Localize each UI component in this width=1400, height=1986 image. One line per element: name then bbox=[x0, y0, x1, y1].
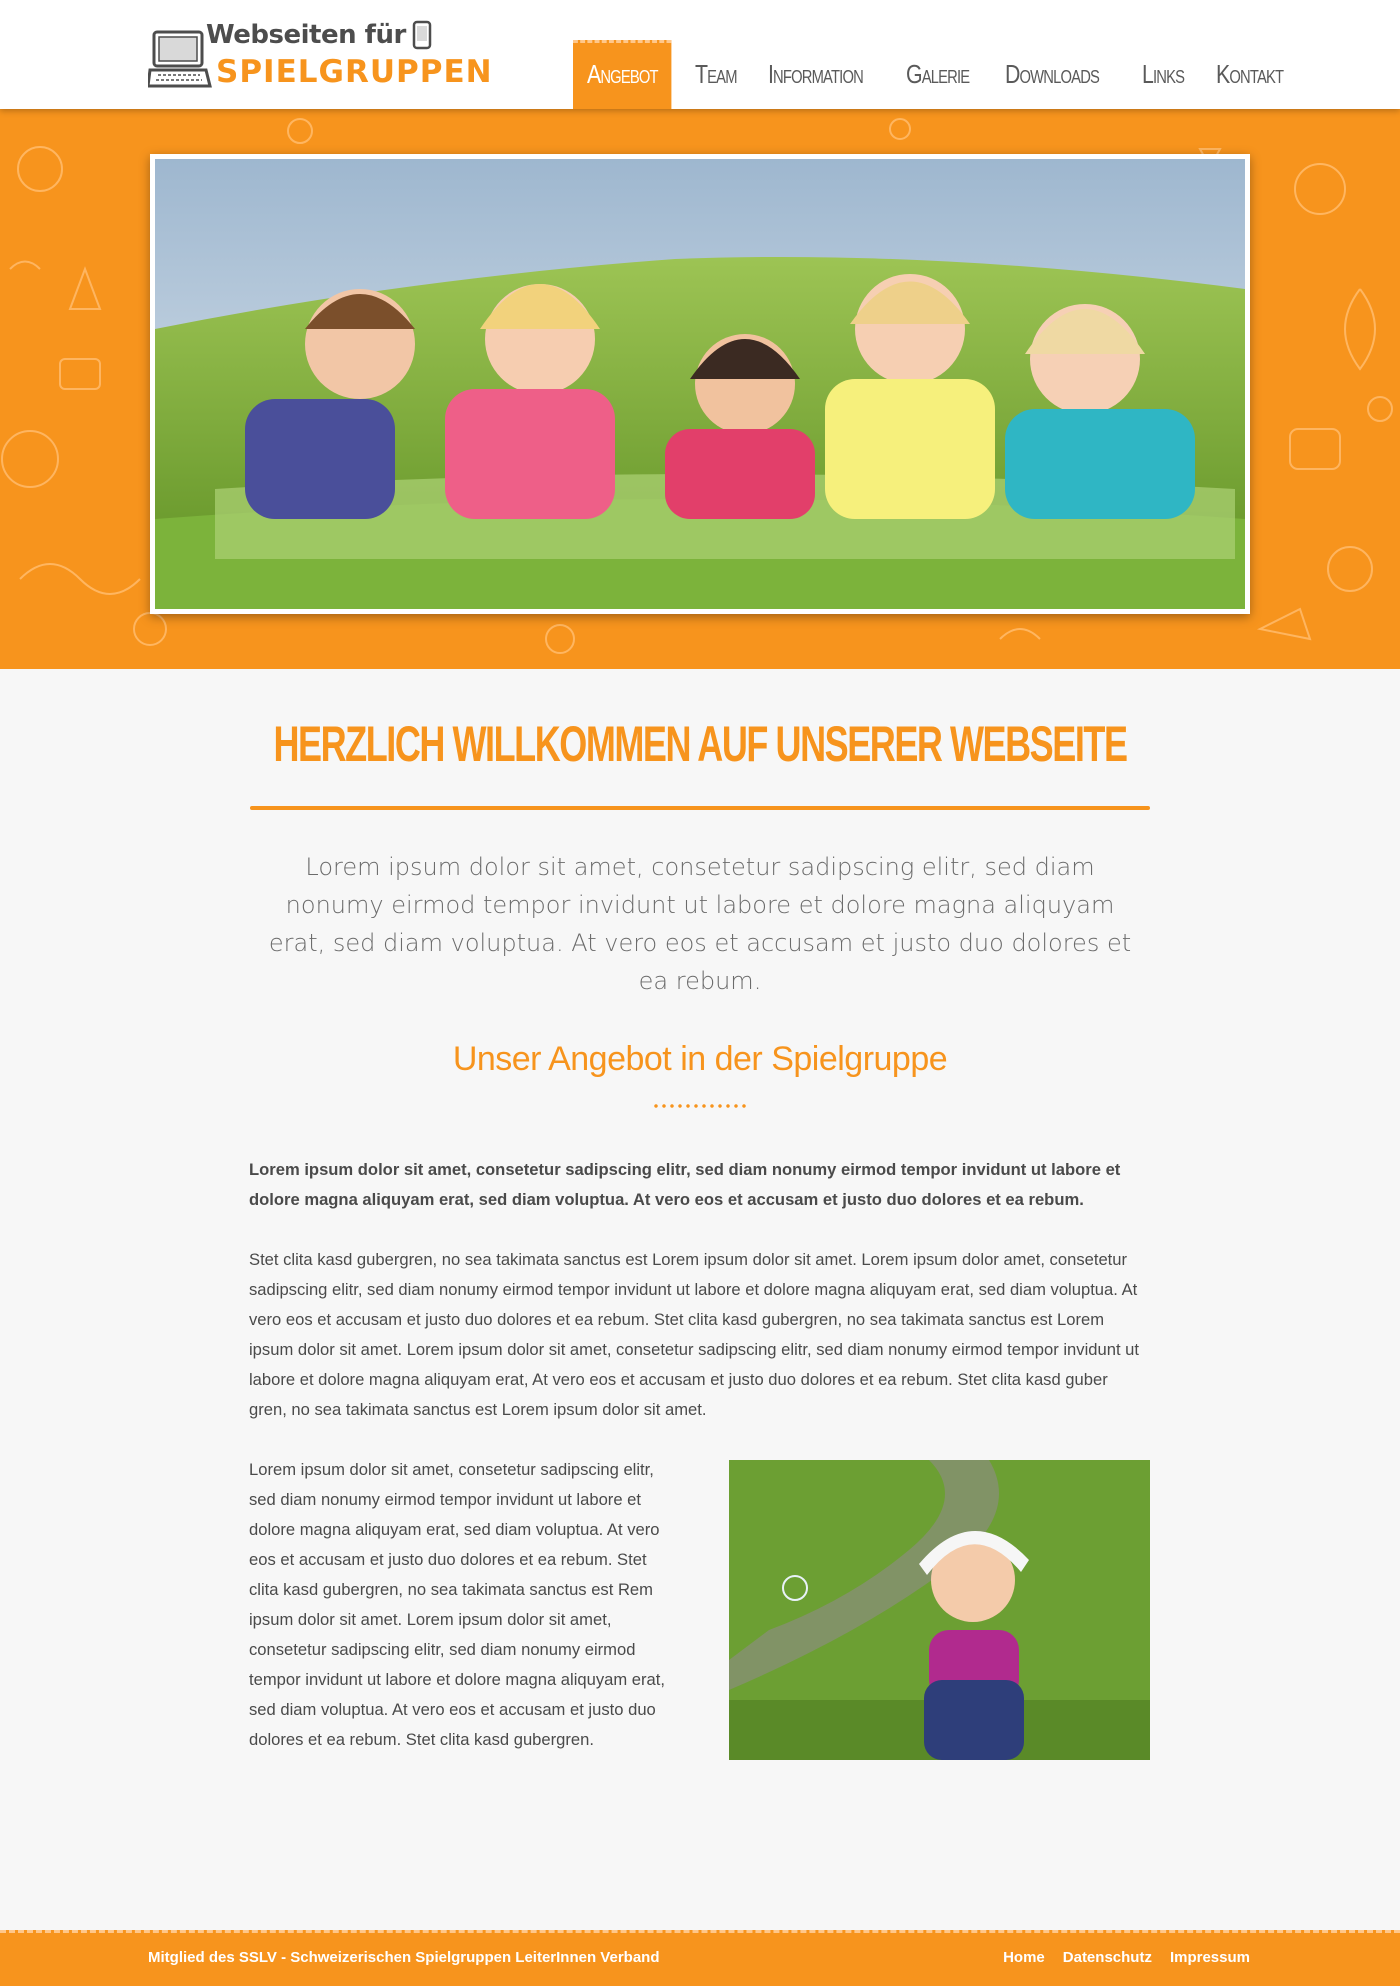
dotted-divider bbox=[652, 1104, 746, 1108]
phone-icon bbox=[412, 20, 432, 50]
girl-with-bubbles-photo bbox=[729, 1460, 1150, 1760]
welcome-title: HERZLICH WILLKOMMEN AUF UNSERER WEBSEITE bbox=[273, 716, 1127, 772]
nav-item-information[interactable]: Information bbox=[768, 59, 864, 89]
nav-item-galerie[interactable]: Galerie bbox=[906, 59, 970, 89]
main-nav bbox=[573, 40, 1306, 109]
nav-item-angebot[interactable]: Angebot bbox=[573, 40, 672, 109]
logo-line1: Webseiten für bbox=[206, 20, 406, 50]
hero-photo-frame bbox=[150, 154, 1250, 614]
intro-text: Lorem ipsum dolor sit amet, consetetur sadipscing elitr, sed diam nonumy eirmod tempor invidunt ut labore et dolore magna aliquyam erat, sed diam voluptua. At vero eos et accusam et justo duo dolores et ea rebum. bbox=[268, 853, 1132, 995]
nav-item-links[interactable]: Links bbox=[1142, 59, 1185, 89]
section-title: Unser Angebot in der Spielgruppe bbox=[452, 1040, 948, 1078]
footer-membership-text: Mitglied des SSLV - Schweizerischen Spielgruppen LeiterInnen Verband bbox=[148, 1949, 660, 1966]
footer-link-datenschutz[interactable]: Datenschutz bbox=[1062, 1949, 1152, 1966]
nav-item-kontakt[interactable]: Kontakt bbox=[1215, 59, 1283, 89]
hero-photo-children-in-grass bbox=[155, 159, 1245, 609]
nav-item-downloads[interactable]: Downloads bbox=[1005, 59, 1100, 89]
site-header bbox=[0, 0, 1400, 109]
lead-paragraph: Lorem ipsum dolor sit amet, consetetur sadipscing elitr, sed diam nonumy eirmod tempor invidunt ut labore et dolore magna aliquyam erat, sed diam voluptua. At vero eos et accusam et justo duo dolores et ea rebum. bbox=[249, 1160, 1121, 1209]
side-paragraph: Lorem ipsum dolor sit amet, consetetur sadipscing elitr, sed diam nonumy eirmod tempor invidunt ut labore et dolore magna aliquyam erat, sed diam voluptua. At vero eos et accusam et justo duo dolores et ea rebum. Stet clita kasd gubergren, no sea takimata sanctus est Rem ipsum dolor sit amet. Lorem ipsum dolor sit amet, consetetur sadipscing elitr, sed diam nonumy eirmod tempor invidunt ut labore et dolore magna aliquyam erat, sed diam voluptua. At vero eos et accusam et justo duo dolores et ea rebum. Stet clita kasd gubergren. bbox=[249, 1460, 666, 1749]
nav-item-team[interactable]: Team bbox=[695, 59, 738, 89]
logo-line2: SPIELGRUPPEN bbox=[216, 54, 493, 90]
laptop-icon bbox=[148, 26, 212, 92]
site-logo[interactable] bbox=[148, 20, 493, 92]
hero-banner bbox=[0, 109, 1400, 669]
title-underline bbox=[250, 806, 1150, 810]
footer-link-home[interactable]: Home bbox=[1003, 1949, 1045, 1966]
footer-link-impressum[interactable]: Impressum bbox=[1169, 1949, 1250, 1966]
body-paragraph: Stet clita kasd gubergren, no sea takimata sanctus est Lorem ipsum dolor sit amet. Lorem ipsum dolor amet, consetetur sadipscing elitr, sed diam nonumy eirmod tempor invidunt ut labore et dolore magna aliquyam erat, sed diam voluptua. At vero eos et accusam et justo duo dolores et ea rebum. Stet clita kasd gubergren, no sea takimata sanctus est Lorem ipsum dolor sit amet. Lorem ipsum dolor sit amet, consetetur sadipscing elitr, sed diam nonumy eirmod tempor invidunt ut labore et dolore magna aliquyam erat, At vero eos et accusam et justo duo dolores et ea rebum. Stet clita kasd guber gren, no sea takimata sanctus est Lorem ipsum dolor sit amet. bbox=[249, 1250, 1140, 1419]
site-footer bbox=[0, 1930, 1400, 1986]
footer-links bbox=[985, 1933, 1250, 1983]
